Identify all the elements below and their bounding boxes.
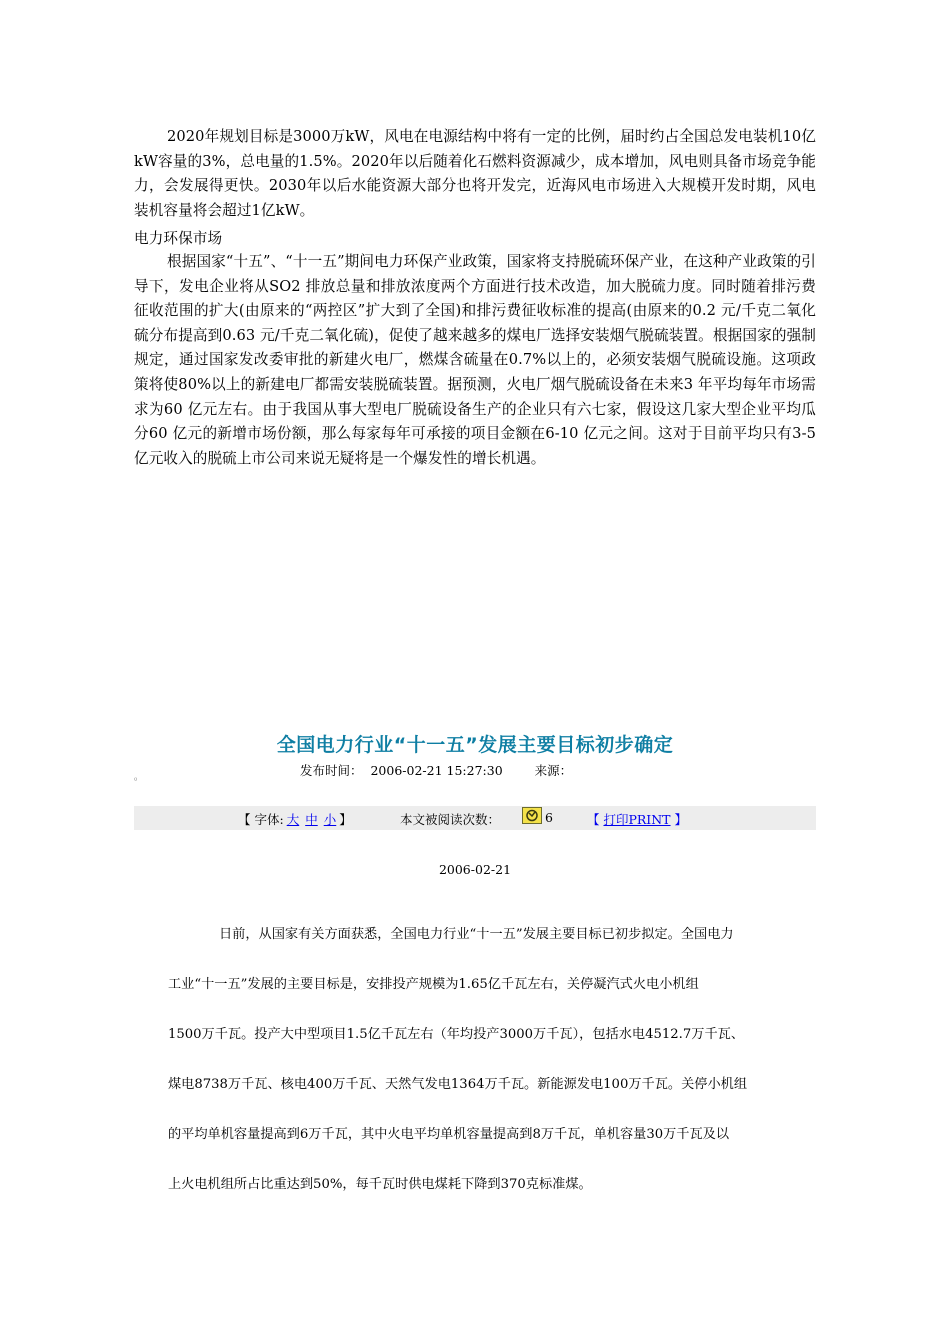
read-count-value: 6 bbox=[545, 810, 553, 825]
print-label[interactable]: 打印PRINT bbox=[603, 812, 671, 827]
paragraph-wind-power: 2020年规划目标是3000万kW，风电在电源结构中将有一定的比例，届时约占全国总发电装机10亿kW容量的3%，总电量的1.5%。2020年以后随着化石燃料资源减少，成本增加，风电则具备市场竞争能力，会发展得更快。2030年以后水能资源大部分也将开发完，近海风电市场进入大规模开发时期，风电装机容量将会超过1亿kW。 bbox=[134, 128, 816, 219]
font-size-medium-link[interactable]: 中 bbox=[305, 812, 318, 827]
article-line: 的平均单机容量提高到6万千瓦，其中火电平均单机容量提高到8万千瓦，单机容量30万千瓦及以 bbox=[168, 1127, 730, 1142]
font-size-label: 【 字体: bbox=[238, 812, 284, 827]
source-label: 来源： bbox=[534, 763, 573, 778]
article-line: 日前，从国家有关方面获悉，全国电力行业“十一五”发展主要目标已初步拟定。全国电力 bbox=[219, 927, 734, 942]
counter-glyph-icon bbox=[523, 808, 541, 823]
article-line: 上火电机组所占比重达到50%，每千瓦时供电煤耗下降到370克标准煤。 bbox=[168, 1177, 592, 1192]
publish-meta bbox=[300, 761, 572, 779]
tiny-mark: º bbox=[134, 777, 138, 785]
section-heading: 电力环保市场 bbox=[134, 230, 223, 247]
read-count-label: 本文被阅读次数： bbox=[400, 812, 501, 827]
font-size-control bbox=[238, 810, 352, 828]
article-toolbar bbox=[134, 806, 816, 830]
print-open: 【 bbox=[587, 812, 604, 827]
font-size-large-link[interactable]: 大 bbox=[286, 812, 300, 827]
font-size-close: 】 bbox=[339, 812, 352, 827]
article-line: 煤电8738万千瓦、核电400万千瓦、天然气发电1364万千瓦。新能源发电100万千瓦。关停小机组 bbox=[168, 1077, 748, 1092]
article-line: 1500万千瓦。投产大中型项目1.5亿千瓦左右（年均投产3000万千瓦），包括水电4512.7万千瓦、 bbox=[168, 1027, 745, 1042]
font-size-small-link[interactable]: 小 bbox=[323, 812, 337, 827]
article-date: 2006-02-21 bbox=[438, 862, 512, 877]
article-line: 工业“十一五”发展的主要目标是，安排投产规模为1.65亿千瓦左右，关停凝汽式火电小机组 bbox=[168, 977, 699, 992]
print-close: 】 bbox=[670, 812, 688, 827]
counter-icon bbox=[522, 807, 542, 824]
print-link[interactable] bbox=[587, 810, 687, 828]
article-title: 全国电力行业“十一五”发展主要目标初步确定 bbox=[276, 734, 674, 756]
paragraph-environmental-market: 根据国家“十五”、“十一五”期间电力环保产业政策，国家将支持脱硫环保产业，在这种产业政策的引导下，发电企业将从SO2 排放总量和排放浓度两个方面进行技术改造，加大脱硫力度。同时随着排污费征收范围的扩大(由原来的“两控区”扩大到了全国)和排污费征收标准的提高(由原来的0.2 元/千克二氧化硫分布提高到0.63 元/千克二氧化硫)，促使了越来越多的煤电厂选择安装烟气脱硫装置。根据国家的强制规定，通过国家发改委审批的新建火电厂，燃煤含硫量在0.7%以上的，必须安装烟气脱硫设施。这项政策将使80%以上的新建电厂都需安装脱硫装置。据预测，火电厂烟气脱硫设备在未来3 年平均每年市场需求为60 亿元左右。由于我国从事大型电厂脱硫设备生产的企业只有六七家，假设这几家大型企业平均瓜分60 亿元的新增市场份额，那么每家每年可承接的项目金额在6-10 亿元之间。这对于目前平均只有3-5 亿元收入的脱硫上市公司来说无疑将是一个爆发性的增长机遇。 bbox=[134, 253, 816, 467]
publish-label: 发布时间： bbox=[300, 763, 363, 778]
publish-time: 2006-02-21 15:27:30 bbox=[370, 763, 503, 778]
